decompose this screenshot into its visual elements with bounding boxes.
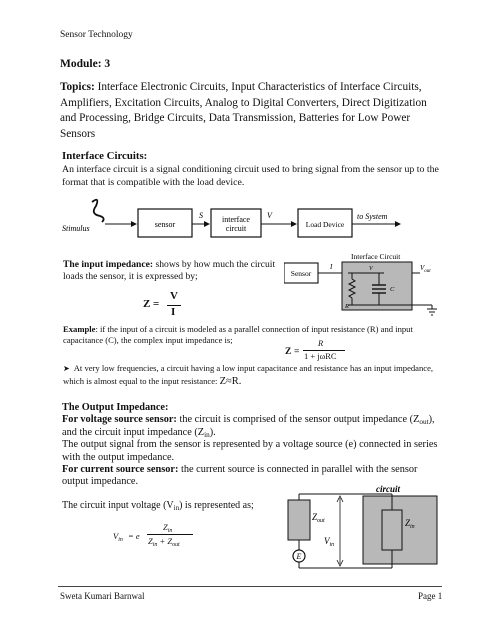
interface-block-line1: interface [222, 215, 250, 224]
topics-text: Interface Electronic Circuits, Input Characteristics of Interface Circuits, Amplifiers, Excitation Circuits, Analog to Digital Converters, Direct Digitization and Processing, Bridge Circuits, Data Transmission, Batteries for Low Power Sensors [60, 81, 427, 140]
input-impedance-paragraph [63, 259, 278, 283]
footer-rule [58, 586, 442, 587]
to-system-label: to System [357, 212, 388, 221]
running-header: Sensor Technology [60, 30, 133, 40]
voltage-source-label: For voltage source sensor: [62, 414, 177, 426]
zin-impedance-box [382, 510, 402, 550]
circuit-voltage-line: The circuit input voltage $(V_{in})$ is represented as; [62, 500, 254, 512]
stimulus-label: Stimulus [62, 224, 90, 233]
sensor-block-label: sensor [154, 220, 176, 229]
signal-text: The output signal from the sensor is represented by a voltage source (e) connected in series with the output impedance. [62, 439, 438, 463]
svg-text:E: E [296, 552, 302, 561]
svg-text:V: V [369, 266, 373, 272]
sensor-box-label: Sensor [290, 269, 312, 278]
bullet-tail: Z≈R. [219, 376, 242, 387]
output-impedance-circuit [268, 484, 448, 574]
module-title: Module: 3 [60, 58, 111, 70]
interface-block-line2: circuit [225, 224, 247, 233]
input-impedance-term: The input impedance: [63, 259, 154, 270]
interface-circuit-title: Interface Circuit [351, 252, 401, 261]
zin-label: $Z_{in}$ [405, 518, 415, 530]
topics-paragraph [60, 80, 445, 142]
footer-author: Sweta Kumari Barnwal [60, 591, 145, 601]
current-i-label: I [330, 263, 333, 271]
stimulus-squiggle-icon [92, 200, 104, 222]
v-signal-label: V [267, 211, 272, 220]
input-impedance-text: shows by how much the circuit loads the sensor, it is expressed by; [63, 259, 276, 282]
interface-heading: Interface Circuits: [62, 150, 148, 162]
interface-definition: An interface circuit is a signal conditioning circuit used to bring signal from the sensor up to the format that is compatible with the load device. [62, 164, 439, 188]
load-device-label: Load Device [305, 220, 345, 229]
low-frequency-bullet [63, 362, 443, 388]
footer-page-number: Page 1 [418, 591, 443, 601]
topics-label: Topics: [60, 81, 95, 93]
svg-text:C: C [390, 286, 395, 293]
bullet-arrow-icon: ➤ [63, 364, 70, 373]
output-impedance-section: The Output Impedance: For voltage source sensor: the circuit is comprised of the sensor output impedance $(Z_{out})$, and the circuit input impedance $(Z_{in})$. The output signal from the sensor is represented by a voltage source (e) connected in series with the output impedance. For current source sensor: the current source is connected in parallel with the sensor output impedance. [62, 402, 444, 489]
svg-text:R: R [345, 303, 349, 310]
interface-block-diagram [60, 196, 420, 244]
output-impedance-heading: The Output Impedance: [62, 402, 169, 413]
current-source-label: For current source sensor: [62, 464, 179, 476]
bullet-text: At very low frequencies, a circuit having a low input capacitance and resistance has an input impedance, which is almost equal to the input resistance: [63, 363, 434, 386]
s-signal-label: S [199, 211, 203, 220]
zout-impedance-box [288, 500, 310, 540]
vin-label: $V_{in}$ [324, 536, 335, 548]
zout-label: $Z_{out}$ [312, 512, 325, 524]
example-paragraph [63, 324, 443, 346]
example-label: Example [63, 324, 96, 334]
vout-label: $V_{out}$ [420, 264, 431, 274]
circuit-caption: circuit [376, 484, 400, 494]
example-text: : if the input of a circuit is modeled as a parallel connection of input resistance (R) and input capacitance (C), the complex input impedance is; [63, 324, 413, 345]
input-impedance-circuit [284, 251, 444, 319]
